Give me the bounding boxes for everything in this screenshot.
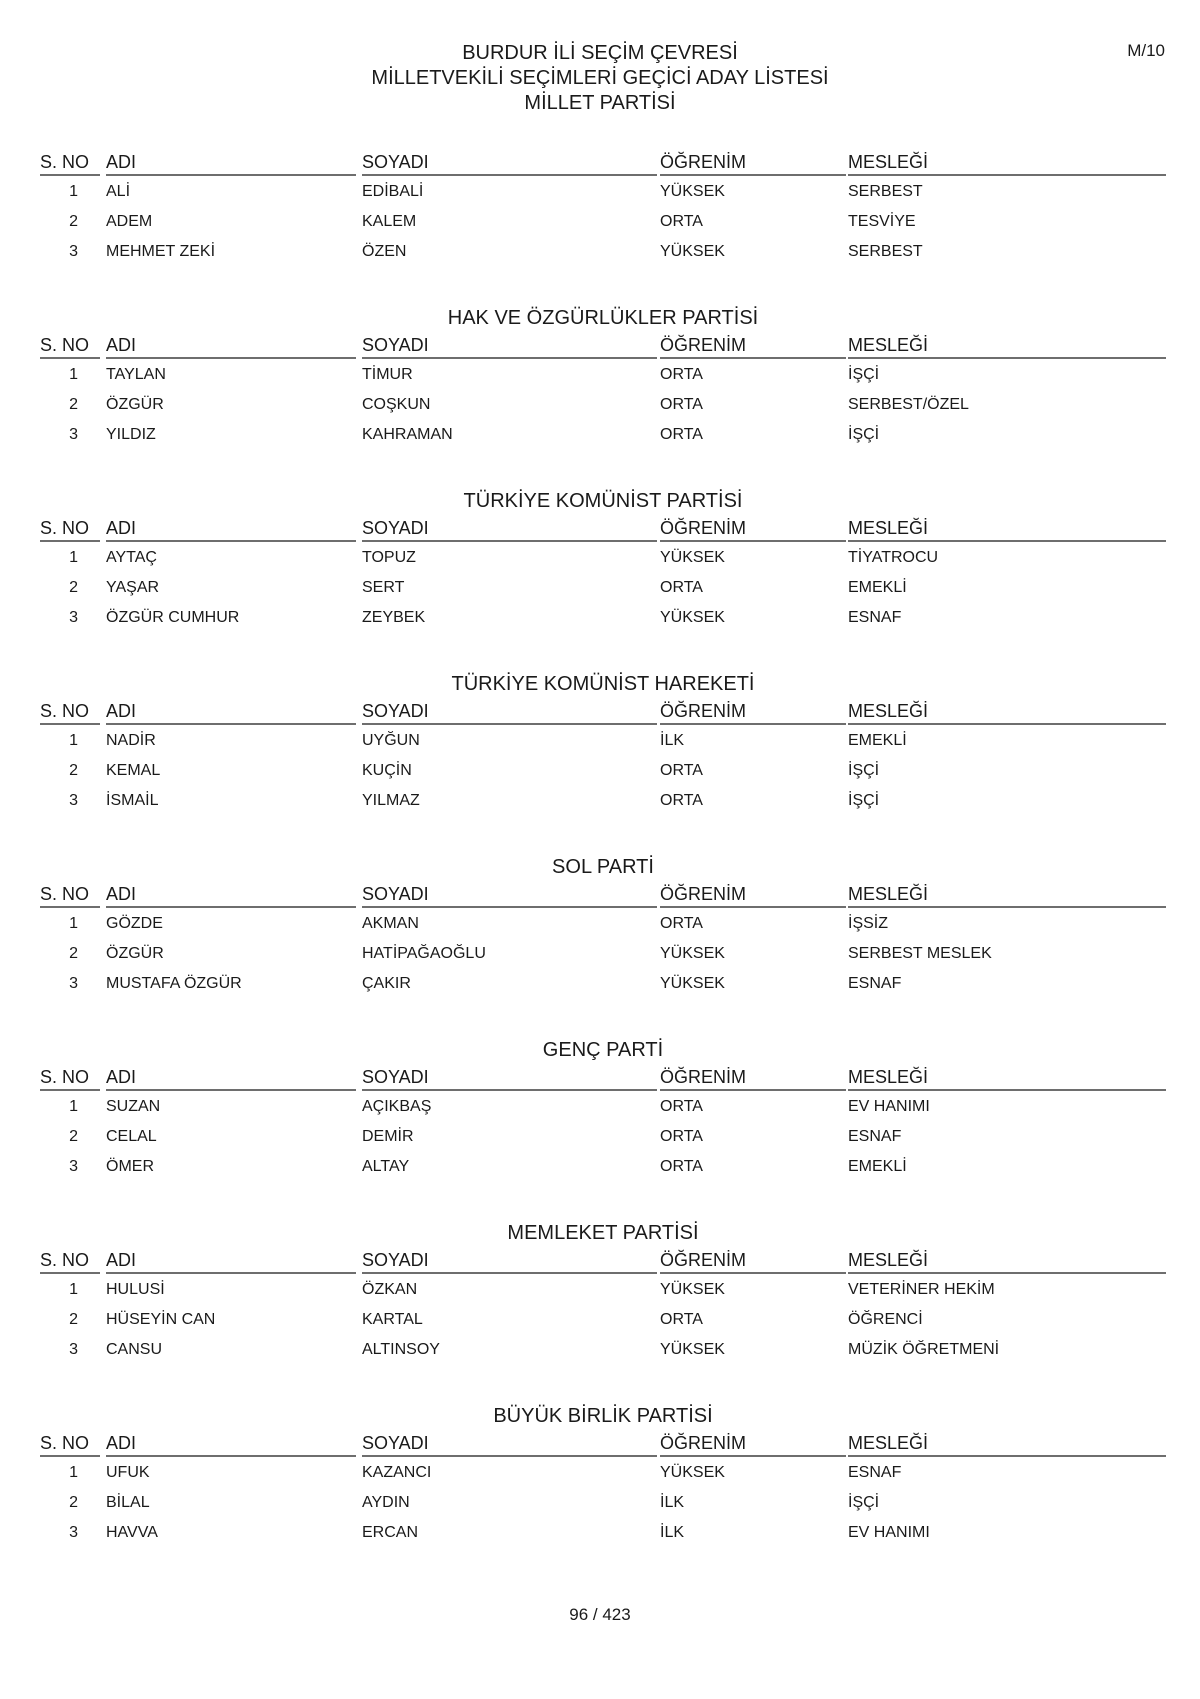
table-body	[40, 1461, 1166, 1551]
cell-occupation: İŞÇİ	[848, 426, 880, 443]
column-header-occupation: MESLEĞİ	[848, 1431, 1166, 1457]
cell-s-no: 1	[69, 1098, 78, 1115]
document-header	[0, 41, 1200, 116]
cell-s-no: 2	[69, 945, 78, 962]
cell-education: ORTA	[660, 396, 703, 413]
cell-name: KEMAL	[106, 762, 161, 779]
cell-s-no: 1	[69, 915, 78, 932]
cell-name: CELAL	[106, 1128, 157, 1145]
column-header-occupation: MESLEĞİ	[848, 516, 1166, 542]
table-row	[40, 180, 1166, 210]
table-row	[40, 1125, 1166, 1155]
table-row	[40, 759, 1166, 789]
table-body	[40, 546, 1166, 636]
candidate-sections	[40, 123, 1166, 1587]
table-header	[40, 150, 1166, 176]
cell-occupation: EMEKLİ	[848, 732, 907, 749]
cell-education: İLK	[660, 732, 685, 749]
table-body	[40, 1095, 1166, 1185]
cell-occupation: İŞÇİ	[848, 366, 880, 383]
table-body	[40, 912, 1166, 1002]
party-section	[40, 672, 1166, 855]
cell-name: HAVVA	[106, 1524, 158, 1541]
column-header-surname: SOYADI	[362, 150, 657, 176]
cell-occupation: ÖĞRENCİ	[848, 1311, 923, 1328]
column-header-s-no: S. NO	[40, 516, 100, 542]
table-header	[40, 1431, 1166, 1457]
table-row	[40, 912, 1166, 942]
table-row	[40, 576, 1166, 606]
cell-surname: ALTAY	[362, 1158, 410, 1175]
cell-education: İLK	[660, 1524, 685, 1541]
cell-name: GÖZDE	[106, 915, 163, 932]
party-title: GENÇ PARTİ	[542, 1039, 664, 1061]
cell-name: YAŞAR	[106, 579, 160, 596]
cell-occupation: EV HANIMI	[848, 1098, 930, 1115]
cell-occupation: ESNAF	[848, 609, 902, 626]
cell-s-no: 3	[69, 975, 78, 992]
cell-occupation: SERBEST/ÖZEL	[848, 396, 969, 413]
cell-occupation: EV HANIMI	[848, 1524, 930, 1541]
cell-s-no: 2	[69, 1128, 78, 1145]
table-body	[40, 363, 1166, 453]
table-row	[40, 363, 1166, 393]
column-header-s-no: S. NO	[40, 1248, 100, 1274]
cell-s-no: 1	[69, 549, 78, 566]
column-header-occupation: MESLEĞİ	[848, 333, 1166, 359]
cell-s-no: 3	[69, 1158, 78, 1175]
column-header-surname: SOYADI	[362, 1431, 657, 1457]
cell-education: YÜKSEK	[660, 183, 725, 200]
cell-education: ORTA	[660, 1311, 703, 1328]
table-row	[40, 1461, 1166, 1491]
table-body	[40, 729, 1166, 819]
cell-surname: AKMAN	[362, 915, 419, 932]
header-electoral-district: BURDUR İLİ SEÇİM ÇEVRESİ	[462, 42, 738, 64]
cell-surname: DEMİR	[362, 1128, 414, 1145]
cell-s-no: 3	[69, 609, 78, 626]
cell-s-no: 1	[69, 1464, 78, 1481]
cell-s-no: 2	[69, 762, 78, 779]
column-header-education: ÖĞRENİM	[660, 1431, 846, 1457]
cell-name: İSMAİL	[106, 792, 159, 809]
column-header-education: ÖĞRENİM	[660, 699, 846, 725]
cell-occupation: TİYATROCU	[848, 549, 939, 566]
table-row	[40, 1095, 1166, 1125]
cell-education: ORTA	[660, 1098, 703, 1115]
cell-name: BİLAL	[106, 1494, 150, 1511]
cell-name: HULUSİ	[106, 1281, 165, 1298]
table-row	[40, 729, 1166, 759]
cell-surname: COŞKUN	[362, 396, 431, 413]
cell-education: ORTA	[660, 762, 703, 779]
column-header-name: ADI	[106, 699, 356, 725]
column-header-name: ADI	[106, 333, 356, 359]
column-header-name: ADI	[106, 1065, 356, 1091]
cell-surname: EDİBALİ	[362, 183, 424, 200]
column-header-name: ADI	[106, 516, 356, 542]
column-header-education: ÖĞRENİM	[660, 150, 846, 176]
table-header	[40, 1248, 1166, 1274]
table-row	[40, 546, 1166, 576]
cell-s-no: 3	[69, 1341, 78, 1358]
table-row	[40, 1521, 1166, 1551]
table-row	[40, 240, 1166, 270]
party-section	[40, 1404, 1166, 1587]
cell-surname: KAHRAMAN	[362, 426, 453, 443]
cell-education: YÜKSEK	[660, 1341, 725, 1358]
table-row	[40, 972, 1166, 1002]
column-header-education: ÖĞRENİM	[660, 882, 846, 908]
cell-s-no: 2	[69, 1311, 78, 1328]
party-title: SOL PARTİ	[552, 856, 654, 878]
cell-education: YÜKSEK	[660, 1281, 725, 1298]
column-header-education: ÖĞRENİM	[660, 333, 846, 359]
cell-name: MUSTAFA ÖZGÜR	[106, 975, 242, 992]
column-header-education: ÖĞRENİM	[660, 516, 846, 542]
column-header-education: ÖĞRENİM	[660, 1248, 846, 1274]
cell-education: YÜKSEK	[660, 1464, 725, 1481]
cell-education: ORTA	[660, 366, 703, 383]
cell-name: YILDIZ	[106, 426, 156, 443]
table-row	[40, 1338, 1166, 1368]
cell-occupation: EMEKLİ	[848, 1158, 907, 1175]
party-title: TÜRKİYE KOMÜNİST HAREKETİ	[451, 673, 755, 695]
cell-s-no: 3	[69, 426, 78, 443]
column-header-name: ADI	[106, 150, 356, 176]
table-header	[40, 516, 1166, 542]
cell-surname: ZEYBEK	[362, 609, 426, 626]
column-header-s-no: S. NO	[40, 699, 100, 725]
column-header-s-no: S. NO	[40, 882, 100, 908]
cell-surname: TİMUR	[362, 366, 413, 383]
cell-surname: AYDIN	[362, 1494, 410, 1511]
cell-s-no: 1	[69, 732, 78, 749]
column-header-surname: SOYADI	[362, 516, 657, 542]
cell-name: ÖMER	[106, 1158, 154, 1175]
cell-education: ORTA	[660, 1128, 703, 1145]
cell-occupation: MÜZİK ÖĞRETMENİ	[848, 1341, 1000, 1358]
cell-surname: AÇIKBAŞ	[362, 1098, 432, 1115]
cell-occupation: ESNAF	[848, 1464, 902, 1481]
table-header	[40, 699, 1166, 725]
cell-education: YÜKSEK	[660, 945, 725, 962]
cell-education: İLK	[660, 1494, 685, 1511]
column-header-s-no: S. NO	[40, 150, 100, 176]
column-header-occupation: MESLEĞİ	[848, 882, 1166, 908]
cell-name: ALİ	[106, 183, 131, 200]
cell-education: YÜKSEK	[660, 975, 725, 992]
party-title: HAK VE ÖZGÜRLÜKLER PARTİSİ	[447, 307, 759, 329]
cell-surname: ÖZEN	[362, 243, 407, 260]
cell-name: CANSU	[106, 1341, 163, 1358]
column-header-name: ADI	[106, 1431, 356, 1457]
cell-name: NADİR	[106, 732, 156, 749]
cell-name: ADEM	[106, 213, 153, 230]
party-section	[40, 123, 1166, 306]
cell-education: ORTA	[660, 792, 703, 809]
cell-occupation: TESVİYE	[848, 213, 916, 230]
cell-occupation: ESNAF	[848, 975, 902, 992]
cell-s-no: 1	[69, 1281, 78, 1298]
cell-s-no: 2	[69, 1494, 78, 1511]
party-title: MEMLEKET PARTİSİ	[507, 1222, 699, 1244]
cell-occupation: SERBEST MESLEK	[848, 945, 992, 962]
table-body	[40, 1278, 1166, 1368]
table-row	[40, 210, 1166, 240]
cell-surname: TOPUZ	[362, 549, 416, 566]
header-first-party: MİLLET PARTİSİ	[524, 92, 676, 114]
cell-education: ORTA	[660, 426, 703, 443]
table-row	[40, 1155, 1166, 1185]
column-header-occupation: MESLEĞİ	[848, 150, 1166, 176]
party-section	[40, 1221, 1166, 1404]
cell-surname: KARTAL	[362, 1311, 423, 1328]
column-header-s-no: S. NO	[40, 1431, 100, 1457]
cell-occupation: EMEKLİ	[848, 579, 907, 596]
cell-occupation: SERBEST	[848, 243, 923, 260]
cell-s-no: 2	[69, 396, 78, 413]
party-title: TÜRKİYE KOMÜNİST PARTİSİ	[463, 490, 743, 512]
column-header-name: ADI	[106, 1248, 356, 1274]
table-row	[40, 393, 1166, 423]
cell-s-no: 2	[69, 213, 78, 230]
column-header-s-no: S. NO	[40, 1065, 100, 1091]
column-header-surname: SOYADI	[362, 333, 657, 359]
cell-occupation: İŞÇİ	[848, 1494, 880, 1511]
column-header-occupation: MESLEĞİ	[848, 699, 1166, 725]
column-header-s-no: S. NO	[40, 333, 100, 359]
cell-surname: HATİPAĞAOĞLU	[362, 945, 486, 962]
cell-s-no: 1	[69, 183, 78, 200]
cell-name: ÖZGÜR CUMHUR	[106, 609, 240, 626]
cell-education: ORTA	[660, 915, 703, 932]
cell-surname: SERT	[362, 579, 405, 596]
cell-occupation: ESNAF	[848, 1128, 902, 1145]
cell-name: AYTAÇ	[106, 549, 157, 566]
party-section	[40, 489, 1166, 672]
page-code: M/10	[1127, 41, 1165, 60]
cell-education: ORTA	[660, 213, 703, 230]
cell-education: YÜKSEK	[660, 243, 725, 260]
table-row	[40, 1491, 1166, 1521]
party-title: BÜYÜK BİRLİK PARTİSİ	[493, 1405, 713, 1427]
cell-surname: ERCAN	[362, 1524, 419, 1541]
cell-surname: KALEM	[362, 213, 417, 230]
cell-name: TAYLAN	[106, 366, 166, 383]
cell-education: ORTA	[660, 1158, 703, 1175]
column-header-occupation: MESLEĞİ	[848, 1248, 1166, 1274]
party-section	[40, 1038, 1166, 1221]
cell-occupation: İŞÇİ	[848, 792, 880, 809]
column-header-surname: SOYADI	[362, 882, 657, 908]
column-header-surname: SOYADI	[362, 1248, 657, 1274]
cell-occupation: İŞÇİ	[848, 762, 880, 779]
cell-s-no: 1	[69, 366, 78, 383]
cell-surname: ÖZKAN	[362, 1281, 418, 1298]
table-row	[40, 1278, 1166, 1308]
table-row	[40, 606, 1166, 636]
column-header-education: ÖĞRENİM	[660, 1065, 846, 1091]
cell-s-no: 3	[69, 792, 78, 809]
cell-surname: KAZANCI	[362, 1464, 432, 1481]
page-number: 96 / 423	[569, 1605, 631, 1624]
cell-name: ÖZGÜR	[106, 396, 164, 413]
column-header-surname: SOYADI	[362, 1065, 657, 1091]
column-header-occupation: MESLEĞİ	[848, 1065, 1166, 1091]
cell-name: MEHMET ZEKİ	[106, 243, 216, 260]
cell-s-no: 3	[69, 243, 78, 260]
table-header	[40, 1065, 1166, 1091]
cell-occupation: SERBEST	[848, 183, 923, 200]
cell-name: UFUK	[106, 1464, 150, 1481]
table-row	[40, 942, 1166, 972]
cell-surname: YILMAZ	[362, 792, 420, 809]
table-body	[40, 180, 1166, 270]
cell-surname: UYĞUN	[362, 732, 420, 749]
cell-name: ÖZGÜR	[106, 945, 164, 962]
table-row	[40, 789, 1166, 819]
table-header	[40, 882, 1166, 908]
cell-occupation: VETERİNER HEKİM	[848, 1281, 995, 1298]
table-row	[40, 423, 1166, 453]
column-header-surname: SOYADI	[362, 699, 657, 725]
cell-surname: KUÇİN	[362, 762, 412, 779]
cell-education: YÜKSEK	[660, 609, 725, 626]
cell-surname: ALTINSOY	[362, 1341, 440, 1358]
cell-s-no: 3	[69, 1524, 78, 1541]
cell-name: SUZAN	[106, 1098, 161, 1115]
party-section	[40, 855, 1166, 1038]
column-header-name: ADI	[106, 882, 356, 908]
cell-surname: ÇAKIR	[362, 975, 411, 992]
table-row	[40, 1308, 1166, 1338]
cell-education: YÜKSEK	[660, 549, 725, 566]
cell-s-no: 2	[69, 579, 78, 596]
cell-education: ORTA	[660, 579, 703, 596]
header-list-title: MİLLETVEKİLİ SEÇİMLERİ GEÇİCİ ADAY LİSTESİ	[371, 67, 829, 89]
party-section	[40, 306, 1166, 489]
cell-name: HÜSEYİN CAN	[106, 1311, 216, 1328]
cell-occupation: İŞSİZ	[848, 915, 889, 932]
table-header	[40, 333, 1166, 359]
